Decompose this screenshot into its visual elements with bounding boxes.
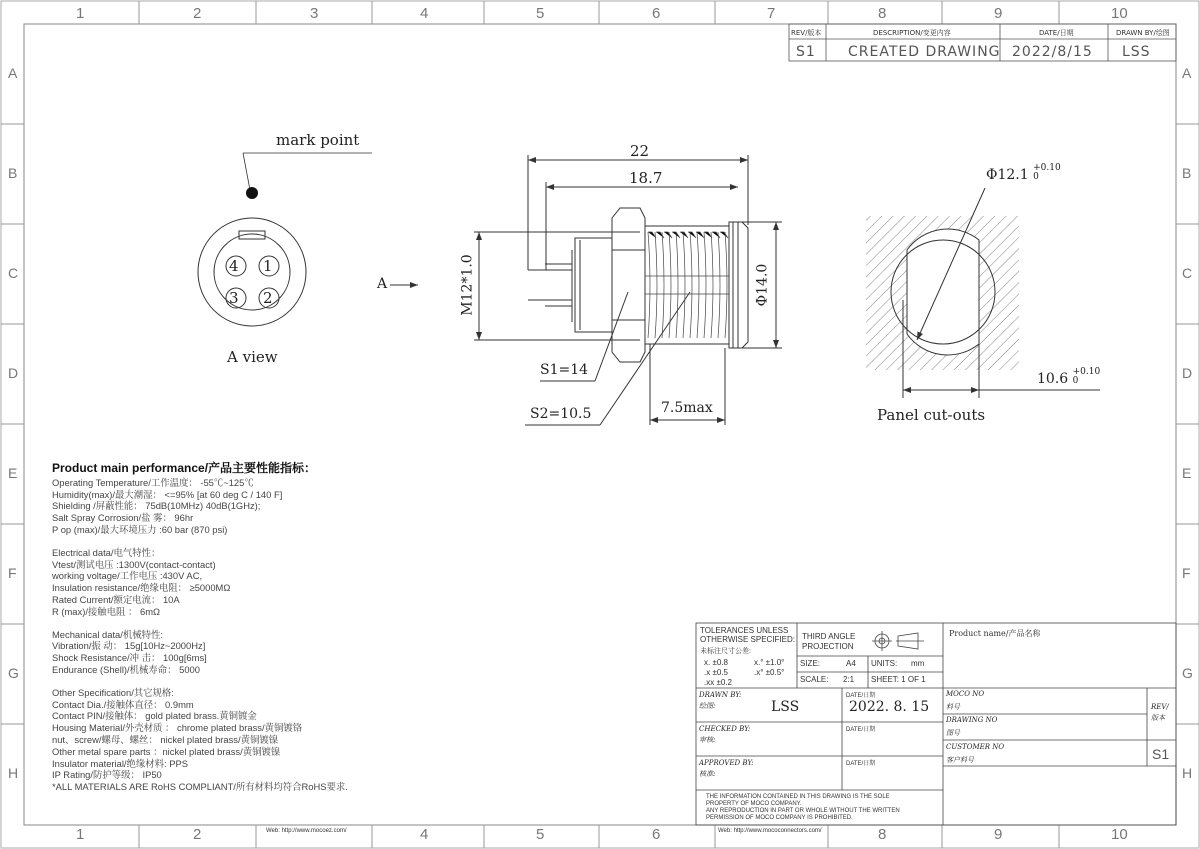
panel-flat-main: 10.6	[1037, 371, 1069, 387]
drawn-date-label: DATE/日期	[846, 693, 876, 699]
grid-row-h: H	[8, 765, 19, 781]
tol-angle-1: x.° ±1.0°	[754, 658, 785, 667]
notice-line: ANY REPRODUCTION IN PART OR WHOLE WITHOUT THE WRITTEN	[706, 808, 900, 814]
grid-row-c: C	[8, 265, 19, 281]
rev-value-rev: S1	[796, 44, 816, 60]
spec-line: Shielding /屏蔽性能： 75dB(10MHz) 40dB(1GHz);	[52, 500, 261, 512]
panel-cutout-label: Panel cut-outs	[877, 406, 986, 424]
rev-label: REV/	[1151, 703, 1169, 711]
dim-s2: S2=10.5	[530, 406, 592, 422]
footer-web-2[interactable]: Web: http://www.mococonnectors.com/	[718, 828, 822, 834]
sheet-value: SHEET: 1 OF 1	[871, 675, 926, 684]
tol-x: x. ±0.8	[704, 658, 728, 667]
customer-no-cn: 客户料号	[946, 756, 974, 764]
spec-line: Other metal spare parts ：nickel plated brass/黄铜镀镍	[52, 745, 281, 757]
grid-col-8: 8	[878, 5, 887, 22]
dim-diameter: Φ14.0	[754, 263, 771, 307]
grid-col-10-bottom: 10	[1111, 826, 1128, 843]
drawing-no-label: DRAWING NO	[946, 716, 998, 724]
pin-4: 4	[229, 257, 239, 275]
performance-section	[52, 463, 692, 793]
panel-flat	[1037, 367, 1101, 388]
tolerance-title-2: OTHERWISE SPECIFIED:	[700, 635, 795, 644]
grid-row-f: F	[8, 565, 17, 581]
customer-no-label: CUSTOMER NO	[946, 743, 1005, 751]
grid-col-1: 1	[76, 5, 85, 22]
tol-angle-2: .x° ±0.5°	[754, 668, 785, 677]
checked-by-label: CHECKED BY:	[699, 725, 751, 733]
spec-line: Electrical data/电气特性：	[52, 546, 161, 558]
spec-line: Housing Material/外壳材质 ： chrome plated brass/黄铜镀铬	[52, 722, 303, 734]
rev-header-drawn-by: DRAWN BY/绘图	[1116, 29, 1170, 37]
projection-label-2: PROJECTION	[802, 642, 854, 651]
size-label: SIZE:	[800, 659, 821, 668]
grid-row-b-right: B	[1182, 165, 1192, 181]
notice-line: THE INFORMATION CONTAINED IN THIS DRAWING IS THE SOLE	[706, 794, 890, 800]
tolerance-title: TOLERANCES UNLESS	[700, 626, 789, 635]
tol-x1: .x ±0.5	[704, 668, 728, 677]
drawn-by-cn: 绘图:	[699, 702, 716, 710]
grid-col-9-bottom: 9	[994, 826, 1003, 843]
grid-col-5: 5	[536, 5, 545, 22]
footer-web-1[interactable]: Web: http://www.mocoez.com/	[266, 828, 347, 834]
drawn-date-value: 2022. 8. 15	[849, 699, 930, 715]
spec-line: working voltage/工作电压 :430V AC,	[52, 570, 203, 582]
grid-row-h-right: H	[1182, 765, 1193, 781]
rev-header-description: DESCRIPTION/变更内容	[873, 29, 951, 37]
dim-max-length: 7.5max	[661, 400, 713, 416]
dim-body-length: 18.7	[629, 169, 663, 187]
spec-line: Mechanical data/机械特性:	[52, 628, 163, 640]
grid-col-5-bottom: 5	[536, 826, 545, 843]
rev-header-date: DATE/日期	[1039, 29, 1074, 37]
drawn-by-value: LSS	[771, 699, 800, 715]
grid-row-f-right: F	[1182, 565, 1191, 581]
panel-diameter-main: Φ12.1	[986, 167, 1029, 183]
rev-value-date: 2022/8/15	[1012, 44, 1093, 60]
rev-header-rev: REV/版本	[791, 29, 822, 37]
approved-by-cn: 核准:	[699, 770, 716, 778]
projection-label: THIRD ANGLE	[802, 632, 856, 641]
spec-line: Rated Current/额定电流： 10A	[52, 593, 180, 605]
panel-flat-tol-lower: 0	[1072, 376, 1079, 386]
mark-point-dot	[246, 187, 258, 199]
approved-date-label: DATE/日期	[846, 761, 876, 767]
grid-col-6: 6	[652, 5, 661, 22]
tol-x2: .xx ±0.2	[704, 678, 732, 687]
grid-row-a: A	[8, 65, 18, 81]
pin-3: 3	[229, 289, 239, 307]
panel-cutout-drawing	[866, 216, 1019, 370]
spec-line: Vtest/测试电压 :1300V(contact-contact)	[52, 558, 216, 570]
spec-line: Vibration/振 动： 15g[10Hz~2000Hz]	[52, 640, 206, 652]
spec-line: Endurance (Shell)/机械寿命： 5000	[52, 663, 200, 675]
spec-line: Contact PIN/接触体： gold plated brass.黄铜镀金	[52, 710, 257, 722]
grid-row-e: E	[8, 465, 18, 481]
checked-date-label: DATE/日期	[846, 727, 876, 733]
units-label: UNITS:	[871, 659, 898, 668]
moco-no-cn: 料号	[946, 703, 960, 711]
pin-2: 2	[263, 289, 273, 307]
view-arrow-label: A	[377, 276, 388, 292]
grid-col-3: 3	[310, 5, 319, 22]
grid-row-b: B	[8, 165, 18, 181]
mark-point-label: mark point	[276, 131, 360, 149]
drawn-by-label: DRAWN BY:	[699, 691, 742, 699]
scale-label: SCALE:	[800, 675, 829, 684]
grid-col-4-bottom: 4	[420, 826, 429, 843]
grid-row-g: G	[8, 665, 19, 681]
spec-line: Shock Resistance/冲 击： 100g[6ms]	[52, 652, 207, 664]
units-value: mm	[911, 659, 925, 668]
thread-lines	[648, 232, 728, 238]
tolerance-cn: 未标注尺寸公差:	[700, 648, 751, 655]
a-view-label: A view	[227, 348, 278, 366]
spec-line: Contact Dia./接触体直径： 0.9mm	[52, 698, 194, 710]
rev-value-drawn-by: LSS	[1122, 44, 1151, 60]
spec-line: R (max)/接触电阻 ： 6mΩ	[52, 605, 161, 617]
spec-line: nut、screw/螺母、螺丝： nickel plated brass/黄铜镀镍	[52, 733, 279, 745]
grid-col-4: 4	[420, 5, 429, 22]
scale-value: 2:1	[843, 675, 855, 684]
panel-flat-tol-upper: +0.10	[1072, 367, 1101, 377]
grid-col-6-bottom: 6	[652, 826, 661, 843]
grid-row-g-right: G	[1182, 665, 1193, 681]
spec-line: P op (max)/最大环境压力 :60 bar (870 psi)	[52, 523, 228, 535]
notice-line: PERMISSION OF MOCO COMPANY IS PROHIBITED.	[706, 815, 853, 821]
grid-col-2-bottom: 2	[193, 826, 202, 843]
spec-line: *ALL MATERIALS ARE RoHS COMPLIANT/所有材料均符合RoHS要求.	[52, 781, 348, 793]
grid-col-1-bottom: 1	[76, 826, 85, 843]
spec-line: Insulation resistance/绝缘电阻： ≥5000MΩ	[52, 582, 231, 594]
size-value: A4	[846, 659, 856, 668]
rev-value-description: CREATED DRAWING	[848, 44, 1001, 60]
spec-line: Other Specification/其它规格:	[52, 686, 174, 698]
spec-line: Insulator material/绝缘材料: PPS	[52, 757, 188, 769]
product-name-label: Product name/产品名称	[949, 629, 1041, 638]
grid-col-7: 7	[767, 5, 776, 22]
spec-line: Humidity(max)/最大潮湿： <=95% [at 60 deg C / 140 F]	[52, 488, 283, 500]
panel-diameter	[986, 163, 1061, 184]
spec-line: Operating Temperature/工作温度： -55℃~125℃	[52, 476, 254, 488]
checked-by-cn: 审核:	[699, 736, 716, 744]
grid-row-a-right: A	[1182, 65, 1192, 81]
grid-row-e-right: E	[1182, 465, 1192, 481]
dim-thread: M12*1.0	[459, 254, 476, 316]
rev-value: S1	[1152, 746, 1170, 762]
panel-diameter-tol-lower: 0	[1033, 172, 1039, 182]
grid-col-10: 10	[1111, 5, 1128, 22]
panel-diameter-tol-upper: +0.10	[1033, 163, 1061, 173]
grid-row-d: D	[8, 365, 19, 381]
drawing-no-cn: 图号	[946, 729, 960, 737]
dim-overall-length: 22	[630, 142, 650, 160]
grid-col-9: 9	[994, 5, 1003, 22]
spec-line: Salt Spray Corrosion/盐 雾： 96hr	[52, 512, 194, 524]
grid-row-d-right: D	[1182, 365, 1193, 381]
grid-col-8-bottom: 8	[878, 826, 887, 843]
grid-row-c-right: C	[1182, 265, 1193, 281]
performance-title: Product main performance/产品主要性能指标：	[52, 461, 317, 475]
dim-s1: S1=14	[540, 362, 589, 378]
rev-label-cn: 版本	[1151, 714, 1165, 722]
pin-1: 1	[263, 257, 273, 275]
grid-col-2: 2	[193, 5, 202, 22]
spec-line: IP Rating/防护等级： IP50	[52, 769, 162, 781]
moco-no-label: MOCO NO	[946, 690, 985, 698]
notice-line: PROPERTY OF MOCO COMPANY.	[706, 801, 802, 807]
approved-by-label: APPROVED BY:	[699, 759, 754, 767]
